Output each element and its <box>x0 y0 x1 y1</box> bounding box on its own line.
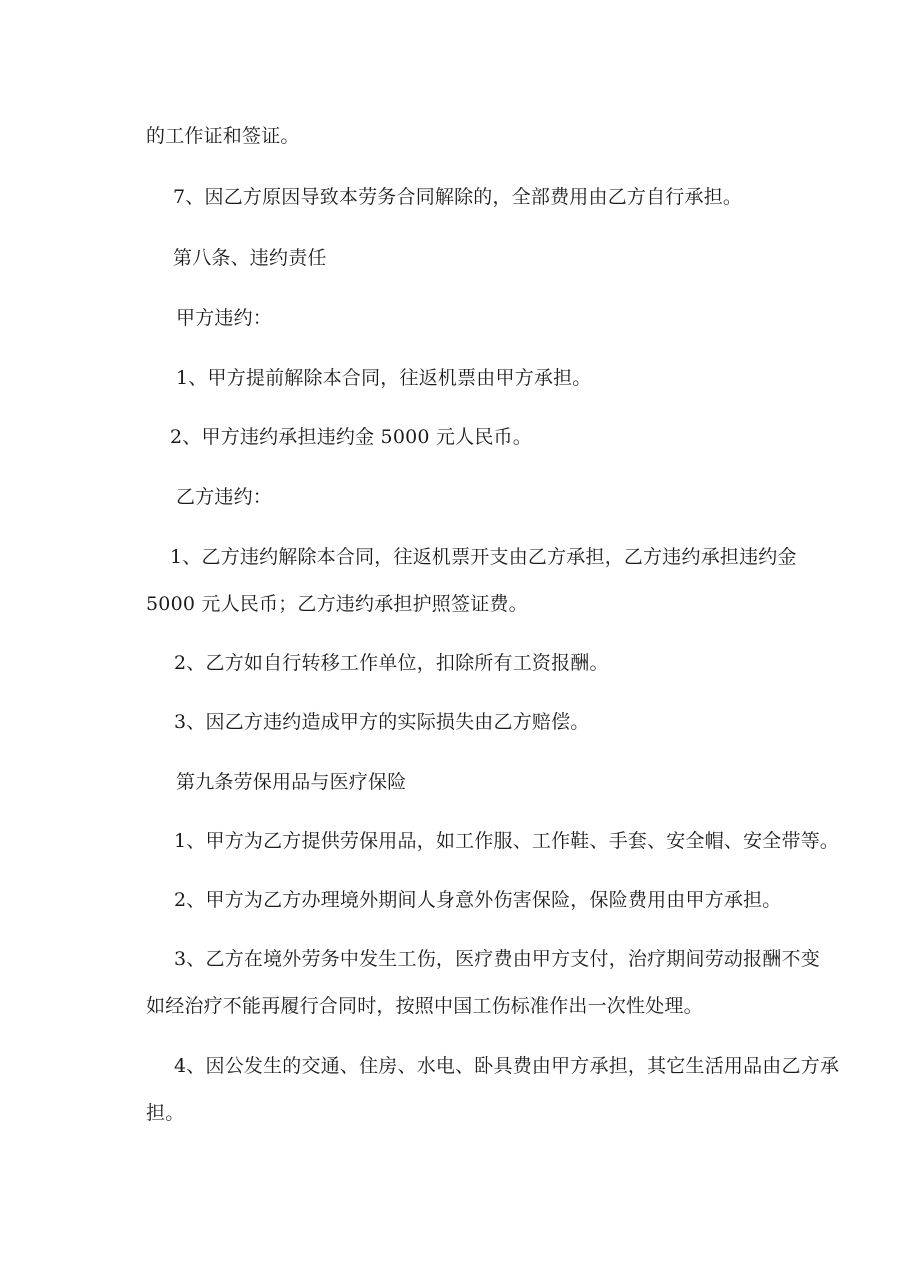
article-9-item-2: 2、甲方为乙方办理境外期间人身意外伤害保险，保险费用由甲方承担。 <box>174 889 782 911</box>
article-8-heading: 第八条、违约责任 <box>173 247 327 269</box>
article-9-item-4: 4、因公发生的交通、住房、水电、卧具费由甲方承担，其它生活用品由乙方承 <box>174 1055 840 1077</box>
article-9-heading: 第九条劳保用品与医疗保险 <box>176 771 407 793</box>
party-b-breach-item-2: 2、乙方如自行转移工作单位，扣除所有工资报酬。 <box>174 652 609 674</box>
party-b-breach-item-1-cont: 5000 元人民币；乙方违约承担护照签证费。 <box>146 593 528 615</box>
article-9-item-3-cont: 如经治疗不能再履行合同时，按照中国工伤标准作出一次性处理。 <box>146 995 703 1017</box>
article-9-item-4-cont: 担。 <box>146 1102 185 1124</box>
article-9-item-3: 3、乙方在境外劳务中发生工伤，医疗费由甲方支付，治疗期间劳动报酬不变 <box>174 948 820 970</box>
clause-7-item: 7、因乙方原因导致本劳务合同解除的，全部费用由乙方自行承担。 <box>173 186 743 208</box>
party-a-breach-item-1: 1、甲方提前解除本合同，往返机票由甲方承担。 <box>176 367 592 389</box>
party-b-breach-item-3: 3、因乙方违约造成甲方的实际损失由乙方赔偿。 <box>174 711 590 733</box>
party-b-breach-item-1: 1、乙方违约解除本合同，往返机票开支由乙方承担，乙方违约承担违约金 <box>170 546 797 568</box>
party-a-breach-heading: 甲方违约： <box>176 307 273 329</box>
continuation-line: 的工作证和签证。 <box>146 125 300 147</box>
party-a-breach-item-2: 2、甲方违约承担违约金 5000 元人民币。 <box>170 426 532 448</box>
party-b-breach-heading: 乙方违约： <box>176 486 273 508</box>
article-9-item-1: 1、甲方为乙方提供劳保用品，如工作服、工作鞋、手套、安全帽、安全带等。 <box>174 830 840 852</box>
